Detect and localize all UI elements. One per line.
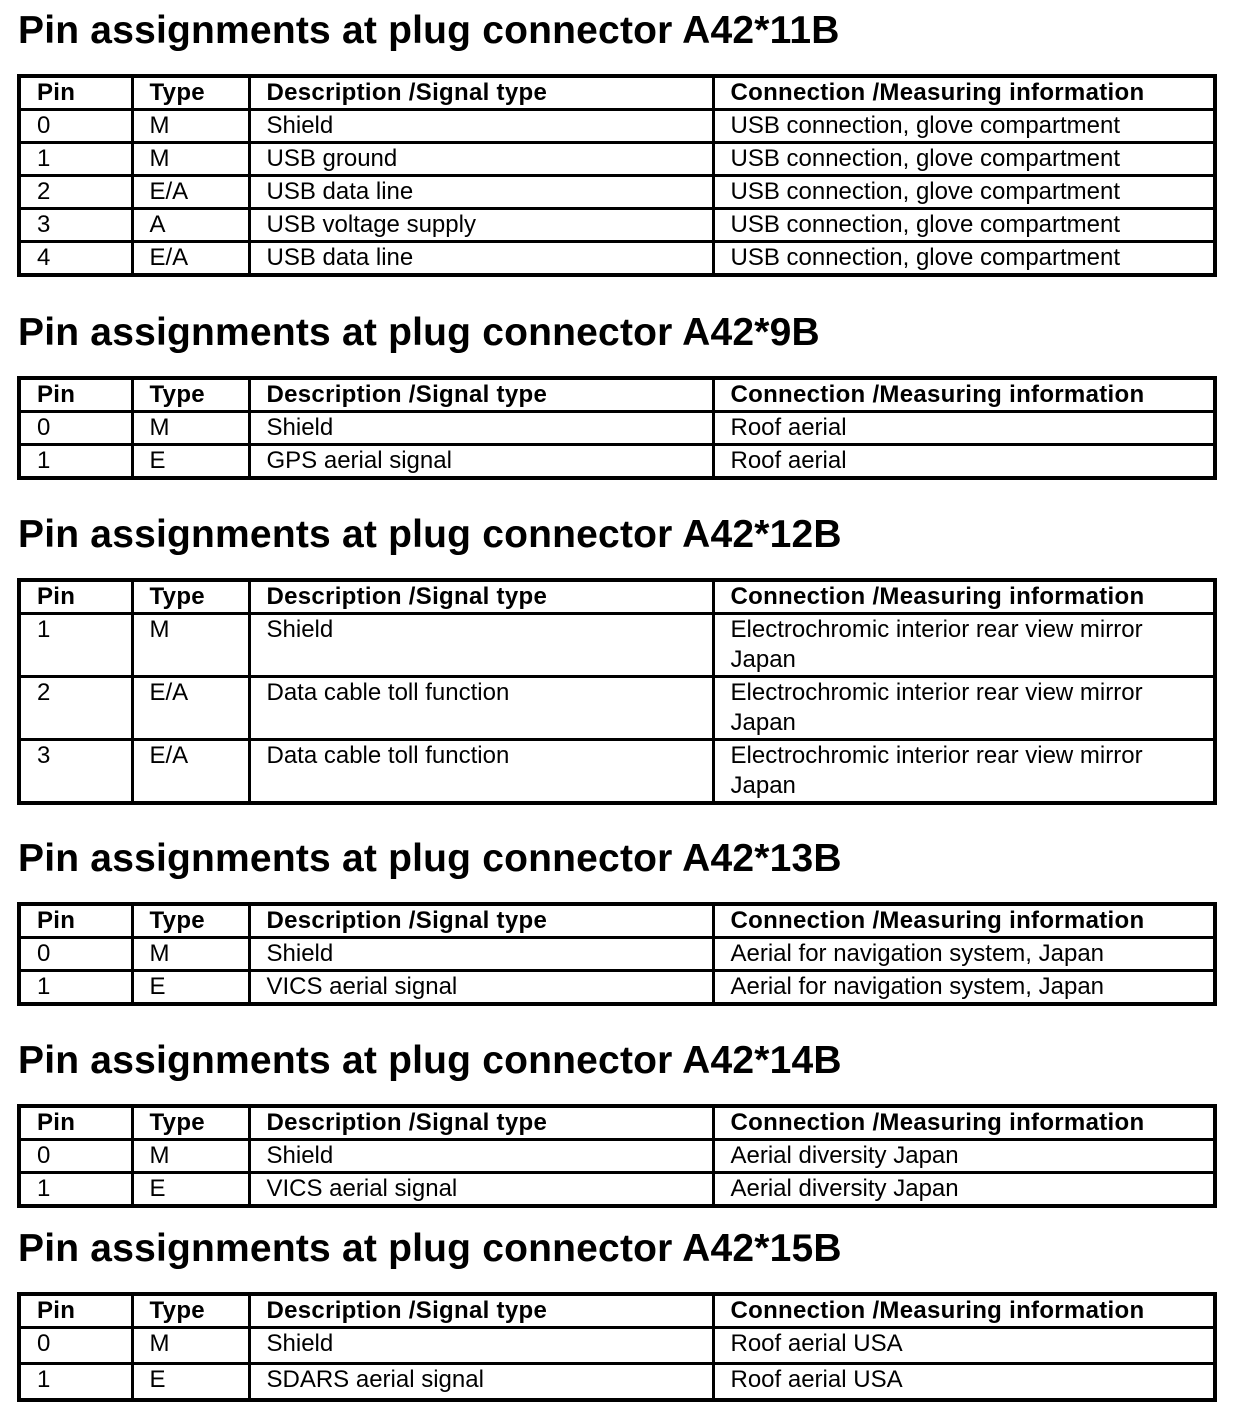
cell-type: M bbox=[132, 110, 249, 143]
cell-type: M bbox=[132, 1140, 249, 1173]
header-description: Description /Signal type bbox=[249, 76, 713, 110]
cell-description: Data cable toll function bbox=[249, 740, 713, 804]
table-row bbox=[19, 1173, 1215, 1207]
header-description: Description /Signal type bbox=[249, 378, 713, 412]
table-row bbox=[19, 412, 1215, 445]
section-title: Pin assignments at plug connector A42*15B bbox=[18, 1227, 842, 1270]
cell-type: A bbox=[132, 209, 249, 242]
table-row bbox=[19, 242, 1215, 276]
header-pin: Pin bbox=[19, 1106, 132, 1140]
section-title: Pin assignments at plug connector A42*13B bbox=[18, 837, 842, 880]
header-connection: Connection /Measuring information bbox=[713, 378, 1215, 412]
table-row bbox=[19, 614, 1215, 677]
cell-pin: 1 bbox=[19, 614, 132, 677]
section-title: Pin assignments at plug connector A42*12B bbox=[18, 513, 842, 556]
cell-pin: 3 bbox=[19, 740, 132, 804]
cell-type: M bbox=[132, 938, 249, 971]
header-type: Type bbox=[132, 904, 249, 938]
table-row bbox=[19, 938, 1215, 971]
cell-pin: 1 bbox=[19, 445, 132, 479]
table-header-row bbox=[19, 1106, 1215, 1140]
cell-pin: 0 bbox=[19, 412, 132, 445]
cell-connection: Electrochromic interior rear view mirror Japan bbox=[713, 677, 1215, 740]
section-title: Pin assignments at plug connector A42*14B bbox=[18, 1039, 842, 1082]
cell-connection: Aerial diversity Japan bbox=[713, 1173, 1215, 1207]
header-connection: Connection /Measuring information bbox=[713, 580, 1215, 614]
cell-connection: USB connection, glove compartment bbox=[713, 143, 1215, 176]
pin-table bbox=[17, 1104, 1217, 1208]
cell-connection: USB connection, glove compartment bbox=[713, 110, 1215, 143]
cell-connection: Aerial for navigation system, Japan bbox=[713, 971, 1215, 1005]
table-header-row bbox=[19, 378, 1215, 412]
header-description: Description /Signal type bbox=[249, 1294, 713, 1328]
cell-description: USB data line bbox=[249, 242, 713, 276]
header-connection: Connection /Measuring information bbox=[713, 76, 1215, 110]
cell-type: E bbox=[132, 445, 249, 479]
cell-pin: 0 bbox=[19, 1328, 132, 1364]
cell-type: E bbox=[132, 971, 249, 1005]
cell-description: Shield bbox=[249, 938, 713, 971]
pin-table bbox=[17, 578, 1217, 805]
cell-description: VICS aerial signal bbox=[249, 971, 713, 1005]
pin-table bbox=[17, 1292, 1217, 1402]
cell-connection: Electrochromic interior rear view mirror Japan bbox=[713, 740, 1215, 804]
table-row bbox=[19, 1328, 1215, 1364]
cell-pin: 1 bbox=[19, 1173, 132, 1207]
header-pin: Pin bbox=[19, 378, 132, 412]
cell-description: USB ground bbox=[249, 143, 713, 176]
cell-description: Shield bbox=[249, 110, 713, 143]
section-title: Pin assignments at plug connector A42*9B bbox=[18, 311, 820, 354]
cell-connection: Roof aerial USA bbox=[713, 1364, 1215, 1401]
header-pin: Pin bbox=[19, 904, 132, 938]
cell-connection: Aerial for navigation system, Japan bbox=[713, 938, 1215, 971]
cell-description: Shield bbox=[249, 412, 713, 445]
table-row bbox=[19, 971, 1215, 1005]
cell-description: Shield bbox=[249, 1328, 713, 1364]
table-row bbox=[19, 445, 1215, 479]
cell-connection: USB connection, glove compartment bbox=[713, 209, 1215, 242]
header-type: Type bbox=[132, 580, 249, 614]
cell-description: USB data line bbox=[249, 176, 713, 209]
header-type: Type bbox=[132, 76, 249, 110]
header-description: Description /Signal type bbox=[249, 1106, 713, 1140]
cell-pin: 2 bbox=[19, 677, 132, 740]
cell-description: Data cable toll function bbox=[249, 677, 713, 740]
cell-pin: 3 bbox=[19, 209, 132, 242]
table-row bbox=[19, 110, 1215, 143]
cell-description: Shield bbox=[249, 614, 713, 677]
header-type: Type bbox=[132, 378, 249, 412]
cell-type: E/A bbox=[132, 740, 249, 804]
cell-connection: Aerial diversity Japan bbox=[713, 1140, 1215, 1173]
cell-type: E/A bbox=[132, 677, 249, 740]
table-row bbox=[19, 740, 1215, 804]
table-header-row bbox=[19, 904, 1215, 938]
cell-pin: 0 bbox=[19, 110, 132, 143]
cell-description: VICS aerial signal bbox=[249, 1173, 713, 1207]
cell-type: M bbox=[132, 412, 249, 445]
cell-type: M bbox=[132, 1328, 249, 1364]
cell-pin: 1 bbox=[19, 143, 132, 176]
cell-description: Shield bbox=[249, 1140, 713, 1173]
table-row bbox=[19, 677, 1215, 740]
cell-pin: 1 bbox=[19, 1364, 132, 1401]
cell-type: E/A bbox=[132, 176, 249, 209]
cell-pin: 0 bbox=[19, 1140, 132, 1173]
header-connection: Connection /Measuring information bbox=[713, 1106, 1215, 1140]
table-header-row bbox=[19, 76, 1215, 110]
cell-pin: 1 bbox=[19, 971, 132, 1005]
header-description: Description /Signal type bbox=[249, 904, 713, 938]
cell-description: USB voltage supply bbox=[249, 209, 713, 242]
header-pin: Pin bbox=[19, 76, 132, 110]
pin-table bbox=[17, 376, 1217, 480]
table-row bbox=[19, 1364, 1215, 1401]
header-connection: Connection /Measuring information bbox=[713, 904, 1215, 938]
cell-type: E bbox=[132, 1364, 249, 1401]
header-type: Type bbox=[132, 1294, 249, 1328]
cell-connection: Roof aerial USA bbox=[713, 1328, 1215, 1364]
table-row bbox=[19, 176, 1215, 209]
table-header-row bbox=[19, 1294, 1215, 1328]
header-pin: Pin bbox=[19, 580, 132, 614]
cell-pin: 2 bbox=[19, 176, 132, 209]
pin-table bbox=[17, 74, 1217, 277]
header-description: Description /Signal type bbox=[249, 580, 713, 614]
cell-connection: USB connection, glove compartment bbox=[713, 176, 1215, 209]
cell-type: E/A bbox=[132, 242, 249, 276]
cell-connection: Roof aerial bbox=[713, 412, 1215, 445]
header-pin: Pin bbox=[19, 1294, 132, 1328]
header-type: Type bbox=[132, 1106, 249, 1140]
cell-description: SDARS aerial signal bbox=[249, 1364, 713, 1401]
cell-type: M bbox=[132, 143, 249, 176]
table-header-row bbox=[19, 580, 1215, 614]
cell-connection: Electrochromic interior rear view mirror Japan bbox=[713, 614, 1215, 677]
cell-pin: 4 bbox=[19, 242, 132, 276]
pin-table bbox=[17, 902, 1217, 1006]
cell-pin: 0 bbox=[19, 938, 132, 971]
cell-description: GPS aerial signal bbox=[249, 445, 713, 479]
table-row bbox=[19, 143, 1215, 176]
header-connection: Connection /Measuring information bbox=[713, 1294, 1215, 1328]
cell-type: E bbox=[132, 1173, 249, 1207]
cell-connection: USB connection, glove compartment bbox=[713, 242, 1215, 276]
section-title: Pin assignments at plug connector A42*11B bbox=[18, 9, 840, 52]
cell-type: M bbox=[132, 614, 249, 677]
cell-connection: Roof aerial bbox=[713, 445, 1215, 479]
table-row bbox=[19, 1140, 1215, 1173]
table-row bbox=[19, 209, 1215, 242]
